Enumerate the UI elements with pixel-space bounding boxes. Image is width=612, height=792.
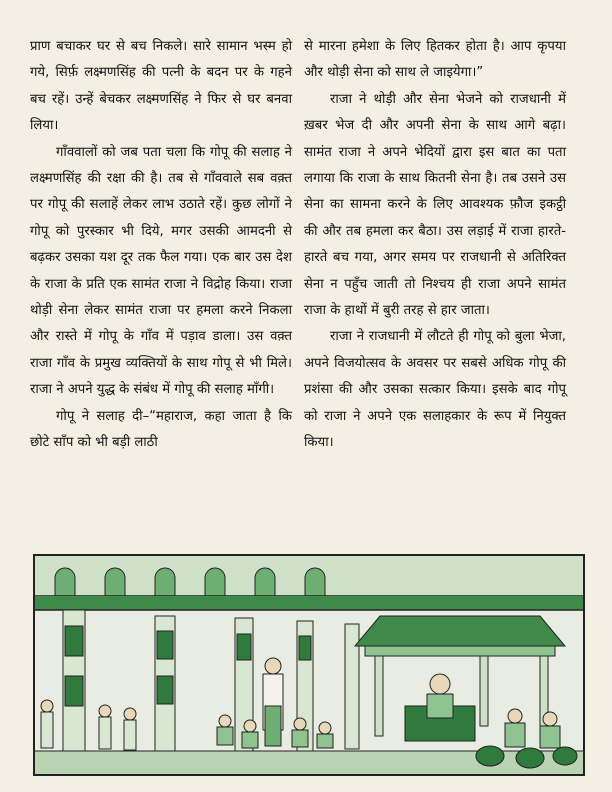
left-column [30, 34, 292, 457]
left-paragraph-1: प्राण बचाकर घर से बच निकले। सारे सामान भस्म हो गये, सिर्फ़ लक्ष्मणसिंह की पत्नी के बदन पर के गहने बच रहें। उन्हें बेचकर लक्ष्मणसिंह ने फिर से घर बनवा लिया। [30, 39, 292, 134]
left-paragraph-3: गोपू ने सलाह दी–“महाराज, कहा जाता है कि छोटे साँप को भी बड़ी लाठी [30, 408, 292, 451]
left-paragraph-2: गाँववालों को जब पता चला कि गोपू की सलाह ने लक्ष्मणसिंह की रक्षा की है। तब से गाँववाले सब वक़्त पर गोपू की सलाहें लेकर लाभ उठाते रहें। कुछ लोगों ने गोपू को पुरस्कार भी दिये, मगर उसकी आमदनी से बढ़कर उसका यश दूर तक फैल गया। एक बार उस देश के राजा के प्रति एक सामंत राजा ने विद्रोह किया। राजा थोड़ी सेना लेकर सामंत राजा पर हमला करने निकला और रास्ते में गोपू के गाँव में पड़ाव डाला। उस वक़्त राजा गाँव के प्रमुख व्यक्तियों के साथ गोपू से भी मिले। राजा ने अपने युद्ध के संबंध में गोपू की सलाह माँगी। [30, 144, 292, 398]
right-paragraph-1: से मारना हमेशा के लिए हितकर होता है। आप कृपया और थोड़ी सेना को साथ ले जाइयेगा।” [304, 39, 566, 81]
right-paragraph-3: राजा ने राजधानी में लौटते ही गोपू को बुला भेजा, अपने विजयोत्सव के अवसर पर सबसे अधिक गोपू की प्रशंसा की और उसका सत्कार किया। इसके बाद गोपू को राजा ने अपने एक सलाहकार के रूप में नियुक्त किया। [304, 329, 566, 451]
court-scene-drawing [35, 556, 583, 774]
right-column [304, 34, 566, 457]
palace-court-illustration [33, 554, 585, 776]
right-paragraph-2: राजा ने थोड़ी और सेना भेजने को राजधानी में ख़बर भेज दी और अपनी सेना के साथ आगे बढ़ा। सामंत राजा ने अपने भेदियों द्वारा इस बात का पता लगाया कि राजा के साथ कितनी सेना है। तब उसने उस सेना का सामना करने के लिए आवश्यक फ़ौज इकट्ठी की और तब हमला कर बैठा। उस लड़ाई में राजा हारते-हारते बच गया, अगर समय पर राजधानी से अतिरिक्त सेना न पहुँच जाती तो निश्चय ही राजा अपने सामंत राजा के हाथों में बुरी तरह से हार जाता। [304, 91, 566, 319]
